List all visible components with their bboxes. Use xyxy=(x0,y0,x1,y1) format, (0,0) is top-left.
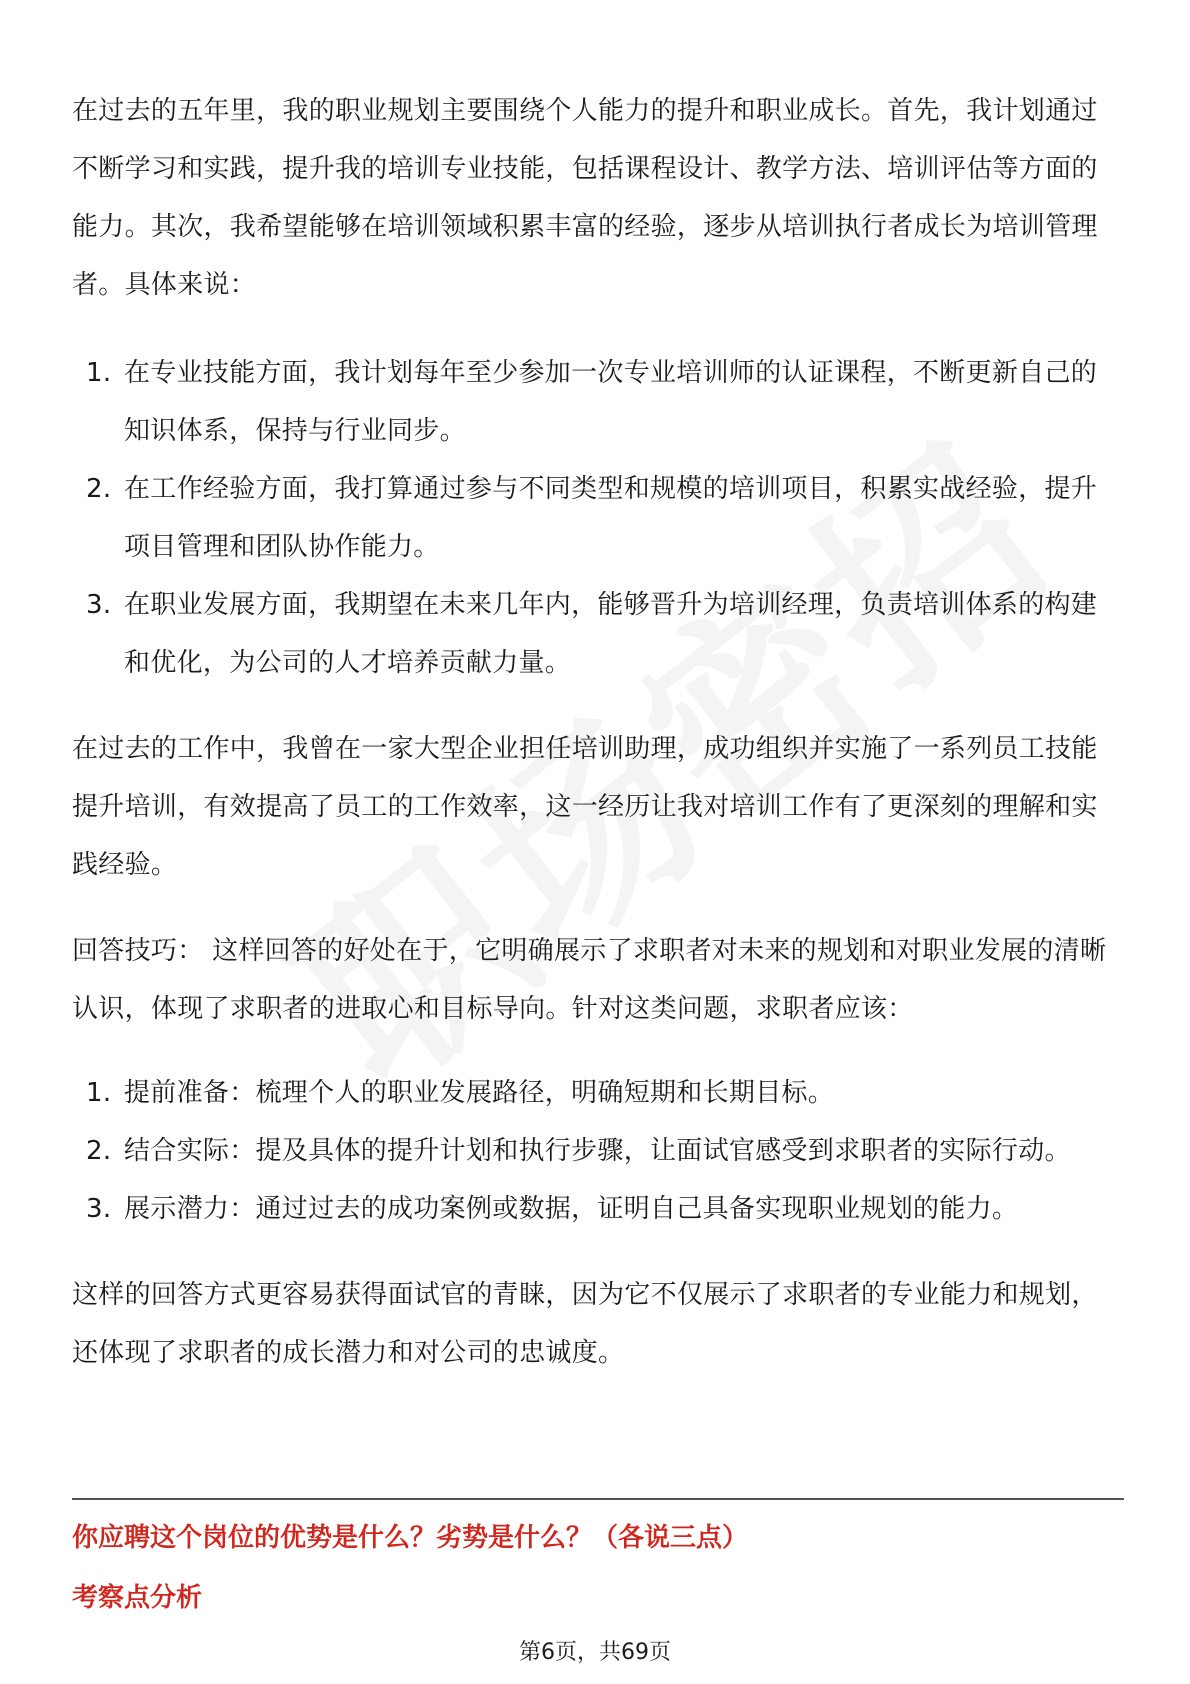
list-number: 3. xyxy=(86,1194,112,1224)
analysis-heading: 考察点分析 xyxy=(72,1583,203,1613)
section-divider xyxy=(72,1498,1124,1500)
list-item-text: 展示潜力：通过过去的成功案例或数据，证明自己具备实现职业规划的能力。 xyxy=(124,1194,1019,1224)
paragraph-past-experience: 在过去的工作中，我曾在一家大型企业担任培训助理，成功组织并实施了一系列员工技能提升培训，有效提高了员工的工作效率，这一经历让我对培训工作有了更深刻的理解和实践经验。 xyxy=(72,734,1098,880)
list-item xyxy=(72,460,1122,576)
document-body xyxy=(72,82,1122,1382)
list-item xyxy=(72,344,1122,460)
list-item-text: 结合实际：提及具体的提升计划和执行步骤，让面试官感受到求职者的实际行动。 xyxy=(124,1136,1071,1166)
list-item-text: 在职业发展方面，我期望在未来几年内，能够晋升为培训经理，负责培训体系的构建和优化，为公司的人才培养贡献力量。 xyxy=(124,590,1098,678)
list-item xyxy=(72,1180,1122,1238)
list-number: 2. xyxy=(86,1136,112,1166)
list-number: 1. xyxy=(86,1078,112,1108)
list-number: 2. xyxy=(86,474,112,504)
tips-list xyxy=(72,1064,1122,1238)
list-item xyxy=(72,1064,1122,1122)
paragraph-answer-tips: 回答技巧： 这样回答的好处在于，它明确展示了求职者对未来的规划和对职业发展的清晰认识，体现了求职者的进取心和目标导向。针对这类问题，求职者应该： xyxy=(72,936,1107,1024)
question-heading: 你应聘这个岗位的优势是什么？劣势是什么？（各说三点） xyxy=(72,1523,749,1553)
list-item-text: 提前准备：梳理个人的职业发展路径，明确短期和长期目标。 xyxy=(124,1078,835,1108)
list-number: 3. xyxy=(86,590,112,620)
list-item xyxy=(72,576,1122,692)
list-number: 1. xyxy=(86,358,112,388)
career-plan-list xyxy=(72,344,1122,692)
page-footer: 第6页，共69页 xyxy=(519,1640,671,1665)
list-item-text: 在工作经验方面，我打算通过参与不同类型和规模的培训项目，积累实战经验，提升项目管理和团队协作能力。 xyxy=(124,474,1098,562)
list-item-text: 在专业技能方面，我计划每年至少参加一次专业培训师的认证课程，不断更新自己的知识体系，保持与行业同步。 xyxy=(124,358,1098,446)
list-item xyxy=(72,1122,1122,1180)
paragraph-conclusion: 这样的回答方式更容易获得面试官的青睐，因为它不仅展示了求职者的专业能力和规划，还体现了求职者的成长潜力和对公司的忠诚度。 xyxy=(72,1280,1098,1368)
paragraph-career-plan: 在过去的五年里，我的职业规划主要围绕个人能力的提升和职业成长。首先，我计划通过不断学习和实践，提升我的培训专业技能，包括课程设计、教学方法、培训评估等方面的能力。其次，我希望能够在培训领域积累丰富的经验，逐步从培训执行者成长为培训管理者。具体来说： xyxy=(72,96,1098,300)
